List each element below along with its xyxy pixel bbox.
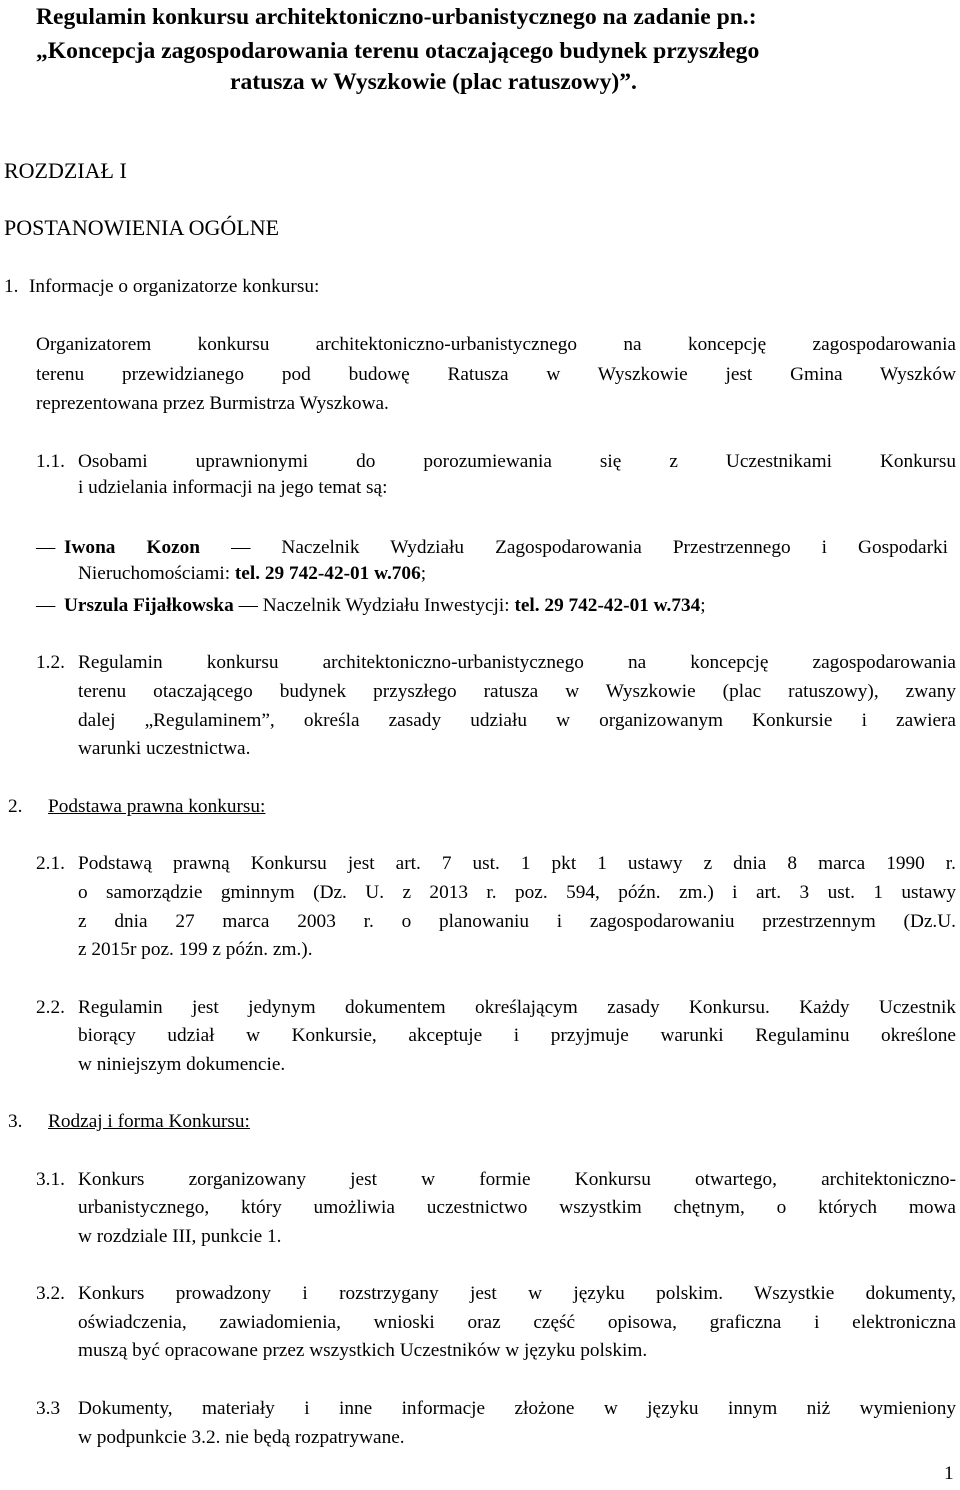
contact-role: Naczelnik Wydziału Inwestycji: — [262, 595, 515, 616]
point-1-2-line-3: dalej „Regulaminem”, określa zasady udziału w organizowanym Konkursie i zawiera — [78, 710, 956, 731]
contact-phone: tel. 29 742-42-01 w.706 — [234, 563, 421, 584]
title-line-1: Regulamin konkursu architektoniczno-urbanistycznego na zadanie pn.: — [36, 4, 757, 30]
point-2-2-line-1: Regulamin jest jedynym dokumentem określającym zasady Konkursu. Każdy Uczestnik — [78, 997, 956, 1018]
point-1-2-line-1: Regulamin konkursu architektoniczno-urbanistycznego na koncepcję zagospodarowania — [78, 652, 956, 673]
point-3-2-line-3: muszą być opracowane przez wszystkich Uczestników w języku polskim. — [78, 1340, 648, 1361]
organizer-para-line-3: reprezentowana przez Burmistrza Wyszkowa. — [36, 393, 389, 414]
contact-name: Iwona Kozon — [64, 537, 201, 558]
section-2-number: 2. — [8, 796, 23, 817]
section-3-heading: Rodzaj i forma Konkursu: — [48, 1111, 250, 1132]
point-3-2-line-1: Konkurs prowadzony i rozstrzygany jest w języku polskim. Wszystkie dokumenty, — [78, 1283, 956, 1304]
point-3-3-line-2: w podpunkcie 3.2. nie będą rozpatrywane. — [78, 1427, 405, 1448]
point-3-3-line-1: Dokumenty, materiały i inne informacje złożone w języku innym niż wymieniony — [78, 1398, 956, 1419]
section-3-number: 3. — [8, 1111, 23, 1132]
section-1-heading: Informacje o organizatorze konkursu: — [29, 276, 320, 297]
point-2-1-line-3: z dnia 27 marca 2003 r. o planowaniu i zagospodarowaniu przestrzennym (Dz.U. — [78, 911, 956, 932]
contact-end: ; — [420, 563, 427, 584]
contact-item: — Urszula Fijałkowska — Naczelnik Wydziału Inwestycji: tel. 29 742-42-01 w.734; — [36, 595, 706, 616]
title-line-3: ratusza w Wyszkowie (plac ratuszowy)”. — [230, 69, 637, 95]
chapter-label: ROZDZIAŁ I — [4, 158, 127, 183]
contact-name: Urszula Fijałkowska — [64, 595, 234, 616]
contact-role-cont: Nieruchomościami: — [78, 563, 235, 584]
point-3-1-line-2: urbanistycznego, który umożliwia uczestnictwo wszystkim chętnym, o których mowa — [78, 1197, 956, 1218]
point-3-1-line-3: w rozdziale III, punkcie 1. — [78, 1226, 282, 1247]
point-2-1-line-2: o samorządzie gminnym (Dz. U. z 2013 r. poz. 594, późn. zm.) i art. 3 ust. 1 ustawy — [78, 882, 956, 903]
chapter-title: POSTANOWIENIA OGÓLNE — [4, 215, 280, 240]
section-1-number: 1. — [4, 276, 19, 297]
contact-end: ; — [700, 595, 706, 616]
dash-bullet: — — [36, 595, 56, 616]
point-2-2-number: 2.2. — [36, 997, 65, 1018]
point-1-1-line-2: i udzielania informacji na jego temat są: — [78, 477, 388, 498]
point-2-1-line-1: Podstawą prawną Konkursu jest art. 7 ust. 1 pkt 1 ustawy z dnia 8 marca 1990 r. — [78, 853, 956, 874]
page-number: 1 — [944, 1463, 954, 1484]
point-3-2-line-2: oświadczenia, zawiadomienia, wnioski oraz część opisowa, graficzna i elektroniczna — [78, 1312, 956, 1333]
point-1-1-number: 1.1. — [36, 451, 65, 472]
point-2-2-line-3: w niniejszym dokumencie. — [78, 1054, 286, 1075]
point-3-1-line-1: Konkurs zorganizowany jest w formie Konkursu otwartego, architektoniczno- — [78, 1169, 956, 1190]
point-1-2-number: 1.2. — [36, 652, 65, 673]
point-3-1-number: 3.1. — [36, 1169, 65, 1190]
point-2-1-number: 2.1. — [36, 853, 65, 874]
dash-bullet: — — [36, 537, 56, 558]
point-1-2-line-4: warunki uczestnictwa. — [78, 738, 251, 759]
point-2-1-line-4: z 2015r poz. 199 z późn. zm.). — [78, 939, 313, 960]
contact-item-continuation — [78, 562, 426, 586]
contact-role: Naczelnik Wydziału Zagospodarowania Przestrzennego i Gospodarki — [281, 537, 948, 558]
point-1-1-line-1: Osobami uprawnionymi do porozumiewania się z Uczestnikami Konkursu — [78, 451, 956, 472]
point-3-2-number: 3.2. — [36, 1283, 65, 1304]
organizer-para-line-1: Organizatorem konkursu architektoniczno-urbanistycznego na koncepcję zagospodarowania — [36, 334, 956, 355]
contact-item: — Iwona Kozon — Naczelnik Wydziału Zagospodarowania Przestrzennego i Gospodarki — [36, 537, 948, 558]
contact-phone: tel. 29 742-42-01 w.734 — [514, 595, 701, 616]
organizer-para-line-2: terenu przewidzianego pod budowę Ratusza w Wyszkowie jest Gmina Wyszków — [36, 364, 956, 385]
section-2-heading: Podstawa prawna konkursu: — [48, 796, 266, 817]
title-line-2: „Koncepcja zagospodarowania terenu otaczającego budynek przyszłego — [36, 38, 760, 64]
point-1-2-line-2: terenu otaczającego budynek przyszłego ratusza w Wyszkowie (plac ratuszowy), zwany — [78, 681, 956, 702]
point-3-3-number: 3.3 — [36, 1398, 61, 1419]
point-2-2-line-2: biorący udział w Konkursie, akceptuje i przyjmuje warunki Regulaminu określone — [78, 1025, 956, 1046]
